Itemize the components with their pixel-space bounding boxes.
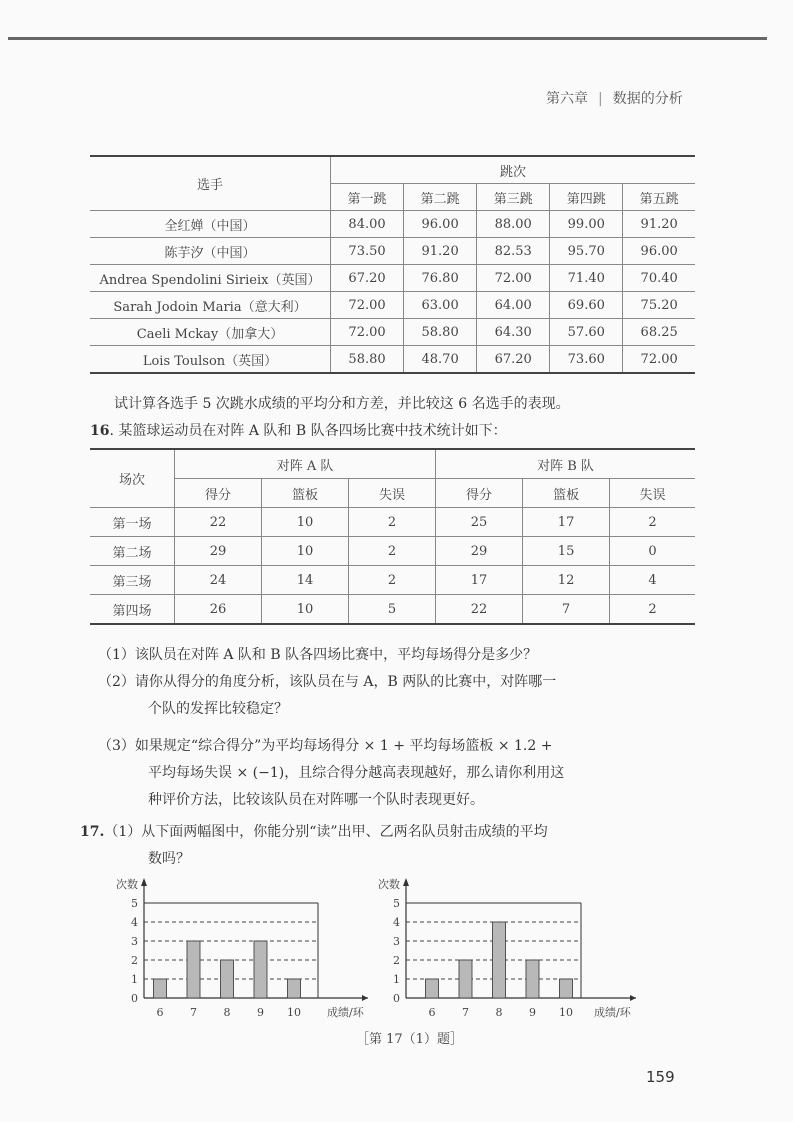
score-cell: 84.00 [331, 211, 404, 238]
y-tick-label: 4 [131, 916, 138, 929]
score-cell: 67.20 [331, 265, 404, 292]
x-tick-label: 6 [156, 1006, 164, 1019]
y-axis-arrow-icon [403, 878, 409, 886]
chart-yi [358, 872, 688, 1032]
y-tick-label: 3 [393, 935, 400, 948]
stat-cell: 4 [610, 566, 695, 595]
score-cell: 63.00 [404, 292, 477, 319]
table-row [90, 319, 695, 346]
basketball-stats-table [90, 448, 695, 625]
stat-cell: 2 [349, 508, 436, 537]
q17-sub1-text: （1）从下面两幅图中，你能分别“读”出甲、乙两名队员射击成绩的平均 [104, 824, 548, 840]
q16-intro-text: 某篮球运动员在对阵 A 队和 B 队各四场比赛中技术统计如下： [118, 423, 507, 439]
stat-cell: 17 [523, 508, 610, 537]
x-tick-label: 6 [428, 1006, 436, 1019]
question-number: 16 [90, 423, 110, 439]
stat-cell: 5 [349, 595, 436, 625]
x-tick-label: 7 [462, 1006, 469, 1019]
diving-scores-table [90, 155, 695, 374]
score-cell: 88.00 [477, 211, 550, 238]
stat-cell: 2 [610, 508, 695, 537]
chapter-label: 第六章 [546, 91, 588, 107]
question-number: 17. [80, 824, 105, 840]
score-cell: 69.60 [550, 292, 623, 319]
q17-line1 [80, 819, 548, 846]
x-tick-label: 8 [495, 1006, 503, 1019]
stat-cell: 29 [436, 537, 523, 566]
stat-cell: 14 [262, 566, 349, 595]
q15-instruction: 试计算各选手 5 次跳水成绩的平均分和方差，并比较这 6 名选手的表现。 [114, 396, 570, 412]
x-tick-label: 10 [287, 1006, 301, 1019]
player-name: 陈芋汐（中国） [90, 238, 331, 265]
header-rule [8, 37, 767, 40]
bar [493, 922, 506, 998]
page-number: 159 [646, 1068, 675, 1086]
header-jump: 第四跳 [550, 184, 623, 211]
score-cell: 68.25 [623, 319, 695, 346]
score-cell: 71.40 [550, 265, 623, 292]
bar [560, 979, 573, 998]
header-points: 得分 [436, 479, 523, 508]
q16-sub1: （1）该队员在对阵 A 队和 B 队各四场比赛中，平均每场得分是多少？ [98, 647, 538, 663]
bar [459, 960, 472, 998]
game-label: 第四场 [90, 595, 175, 625]
header-jump: 第三跳 [477, 184, 550, 211]
y-tick-label: 4 [393, 916, 400, 929]
x-axis-label: 成绩/环 [594, 1006, 631, 1019]
score-cell: 64.00 [477, 292, 550, 319]
table-subheader-row [90, 479, 695, 508]
stat-cell: 26 [175, 595, 262, 625]
score-cell: 72.00 [623, 346, 695, 374]
y-tick-label: 5 [393, 897, 400, 910]
stat-cell: 10 [262, 595, 349, 625]
stat-cell: 29 [175, 537, 262, 566]
stat-cell: 22 [436, 595, 523, 625]
game-label: 第三场 [90, 566, 175, 595]
score-cell: 82.53 [477, 238, 550, 265]
score-cell: 72.00 [331, 319, 404, 346]
bar [426, 979, 439, 998]
header-rebounds: 篮板 [523, 479, 610, 508]
stat-cell: 2 [349, 537, 436, 566]
player-name: Lois Toulson（英国） [90, 346, 331, 374]
stat-cell: 12 [523, 566, 610, 595]
table-header-row [90, 449, 695, 479]
score-cell: 48.70 [404, 346, 477, 374]
game-label: 第一场 [90, 508, 175, 537]
score-cell: 57.60 [550, 319, 623, 346]
score-cell: 76.80 [404, 265, 477, 292]
stat-cell: 2 [349, 566, 436, 595]
x-tick-label: 7 [190, 1006, 197, 1019]
player-name: Caeli Mckay（加拿大） [90, 319, 331, 346]
q17-line2: 数吗？ [148, 851, 190, 867]
stat-cell: 15 [523, 537, 610, 566]
y-tick-label: 0 [131, 992, 138, 1005]
header-rebounds: 篮板 [262, 479, 349, 508]
q16-sub2-line1: （2）请你从得分的角度分析，该队员在与 A，B 两队的比赛中，对阵哪一 [98, 674, 557, 690]
stat-cell: 0 [610, 537, 695, 566]
stat-cell: 10 [262, 537, 349, 566]
table-row [90, 346, 695, 374]
y-axis-arrow-icon [141, 878, 147, 886]
stat-cell: 2 [610, 595, 695, 625]
x-tick-label: 8 [223, 1006, 231, 1019]
stat-cell: 24 [175, 566, 262, 595]
q16-sub3-line2: 平均每场失误 × (−1)，且综合得分越高表现越好，那么请你利用这 [148, 765, 565, 781]
bar [187, 941, 200, 998]
x-tick-label: 9 [257, 1006, 264, 1019]
header-points: 得分 [175, 479, 262, 508]
score-cell: 91.20 [404, 238, 477, 265]
header-player: 选手 [90, 156, 331, 211]
section-label: 数据的分析 [612, 91, 683, 107]
score-cell: 72.00 [477, 265, 550, 292]
y-tick-label: 5 [131, 897, 138, 910]
running-header [546, 88, 683, 108]
score-cell: 73.60 [550, 346, 623, 374]
y-tick-label: 2 [393, 954, 400, 967]
y-tick-label: 1 [393, 973, 400, 986]
score-cell: 99.00 [550, 211, 623, 238]
header-jump: 第二跳 [404, 184, 477, 211]
header-turnovers: 失误 [349, 479, 436, 508]
q16-intro [90, 418, 507, 445]
header-team-a: 对阵 A 队 [175, 449, 436, 479]
chart-jia [100, 872, 370, 1032]
score-cell: 58.80 [331, 346, 404, 374]
table-row [90, 292, 695, 319]
q16-sub3-line3: 种评价方法，比较该队员在对阵哪一个队时表现更好。 [148, 792, 484, 808]
table-row [90, 566, 695, 595]
table-row [90, 238, 695, 265]
score-cell: 95.70 [550, 238, 623, 265]
y-tick-label: 1 [131, 973, 138, 986]
y-tick-label: 3 [131, 935, 138, 948]
game-label: 第二场 [90, 537, 175, 566]
table-row [90, 595, 695, 625]
player-name: Andrea Spendolini Sirieix（英国） [90, 265, 331, 292]
table-row [90, 537, 695, 566]
score-cell: 75.20 [623, 292, 695, 319]
bar [288, 979, 301, 998]
bar [254, 941, 267, 998]
y-axis-label: 次数 [116, 878, 138, 891]
header-jump: 第一跳 [331, 184, 404, 211]
table-row [90, 211, 695, 238]
stat-cell: 25 [436, 508, 523, 537]
stat-cell: 7 [523, 595, 610, 625]
stat-cell: 10 [262, 508, 349, 537]
y-tick-label: 0 [393, 992, 400, 1005]
bar [154, 979, 167, 998]
score-cell: 70.40 [623, 265, 695, 292]
x-tick-label: 9 [529, 1006, 536, 1019]
table-header-row [90, 156, 695, 184]
player-name: 全红婵（中国） [90, 211, 331, 238]
stat-cell: 17 [436, 566, 523, 595]
player-name: Sarah Jodoin Maria（意大利） [90, 292, 331, 319]
bar [526, 960, 539, 998]
q16-sub2-line2: 个队的发挥比较稳定？ [148, 701, 288, 717]
table-row [90, 508, 695, 537]
header-jumps-group: 跳次 [331, 156, 696, 184]
header-turnovers: 失误 [610, 479, 695, 508]
stat-cell: 22 [175, 508, 262, 537]
figure-caption: ［第 17（1）题］ [356, 1032, 463, 1047]
charts-area [100, 872, 700, 1032]
score-cell: 73.50 [331, 238, 404, 265]
score-cell: 67.20 [477, 346, 550, 374]
q16-sub3-line1: （3）如果规定“综合得分”为平均每场得分 × 1 + 平均每场篮板 × 1.2 + [98, 738, 553, 754]
x-axis-arrow-icon [630, 995, 636, 1001]
header-game: 场次 [90, 449, 175, 508]
x-axis-label: 成绩/环 [327, 1006, 364, 1019]
score-cell: 72.00 [331, 292, 404, 319]
score-cell: 58.80 [404, 319, 477, 346]
table-row [90, 265, 695, 292]
score-cell: 91.20 [623, 211, 695, 238]
y-tick-label: 2 [131, 954, 138, 967]
header-separator: | [598, 91, 603, 107]
q16-period: . [109, 423, 119, 439]
score-cell: 96.00 [404, 211, 477, 238]
bar [221, 960, 234, 998]
header-jump: 第五跳 [623, 184, 695, 211]
y-axis-label: 次数 [378, 878, 400, 891]
header-team-b: 对阵 B 队 [436, 449, 695, 479]
score-cell: 96.00 [623, 238, 695, 265]
x-tick-label: 10 [559, 1006, 573, 1019]
score-cell: 64.30 [477, 319, 550, 346]
